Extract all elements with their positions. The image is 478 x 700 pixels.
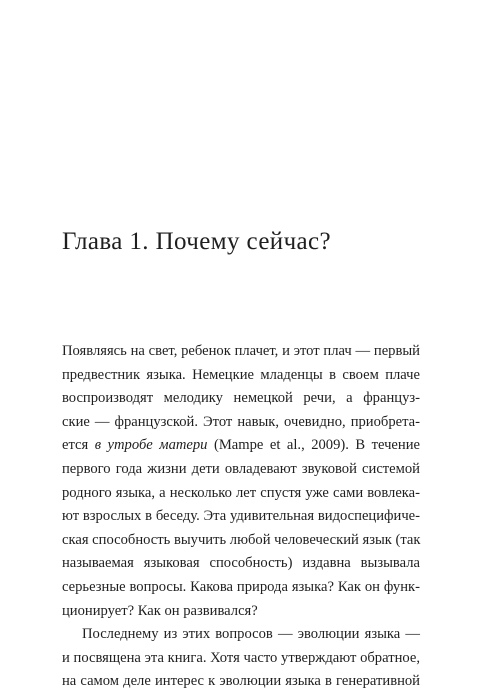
text-line: и посвящена эта книга. Хотя часто утверждают обратное, bbox=[62, 649, 420, 666]
text-line: ские — французской. Этот навык, очевидно, приобрета- bbox=[62, 413, 420, 430]
text-line: ционирует? Как он развивался? bbox=[62, 602, 258, 619]
italic-phrase: в утробе матери bbox=[94, 437, 208, 454]
text-line: ская способность выучить любой человеческий язык (так bbox=[62, 531, 421, 548]
text-line: Последнему из этих вопросов — эволюции языка — bbox=[82, 626, 420, 643]
text-line: воспроизводят мелодику немецкой речи, а француз- bbox=[62, 390, 420, 407]
text-segment: ется bbox=[62, 437, 95, 454]
text-line: ют взрослых в беседу. Эта удивительная видоспецифиче- bbox=[62, 508, 420, 525]
body-text bbox=[62, 340, 420, 694]
text-line bbox=[62, 434, 420, 458]
text-line: на самом деле интерес к эволюции языка в генеративной bbox=[62, 673, 420, 690]
text-line: предвестник языка. Немецкие младенцы в своем плаче bbox=[62, 366, 420, 383]
text-line: называемая языковая способность) издавна вызывала bbox=[62, 555, 420, 572]
text-line: первого года жизни дети овладевают звуковой системой bbox=[62, 460, 420, 477]
text-line: родного языка, а несколько лет спустя уже сами вовлека- bbox=[62, 484, 420, 501]
chapter-title: Глава 1. Почему сейчас? bbox=[62, 228, 332, 255]
text-line: серьезные вопросы. Какова природа языка? Как он функ- bbox=[62, 578, 420, 595]
text-segment: (Mampe et al., 2009). В течение bbox=[207, 437, 421, 454]
text-line: Появляясь на свет, ребенок плачет, и этот плач — первый bbox=[62, 343, 420, 359]
